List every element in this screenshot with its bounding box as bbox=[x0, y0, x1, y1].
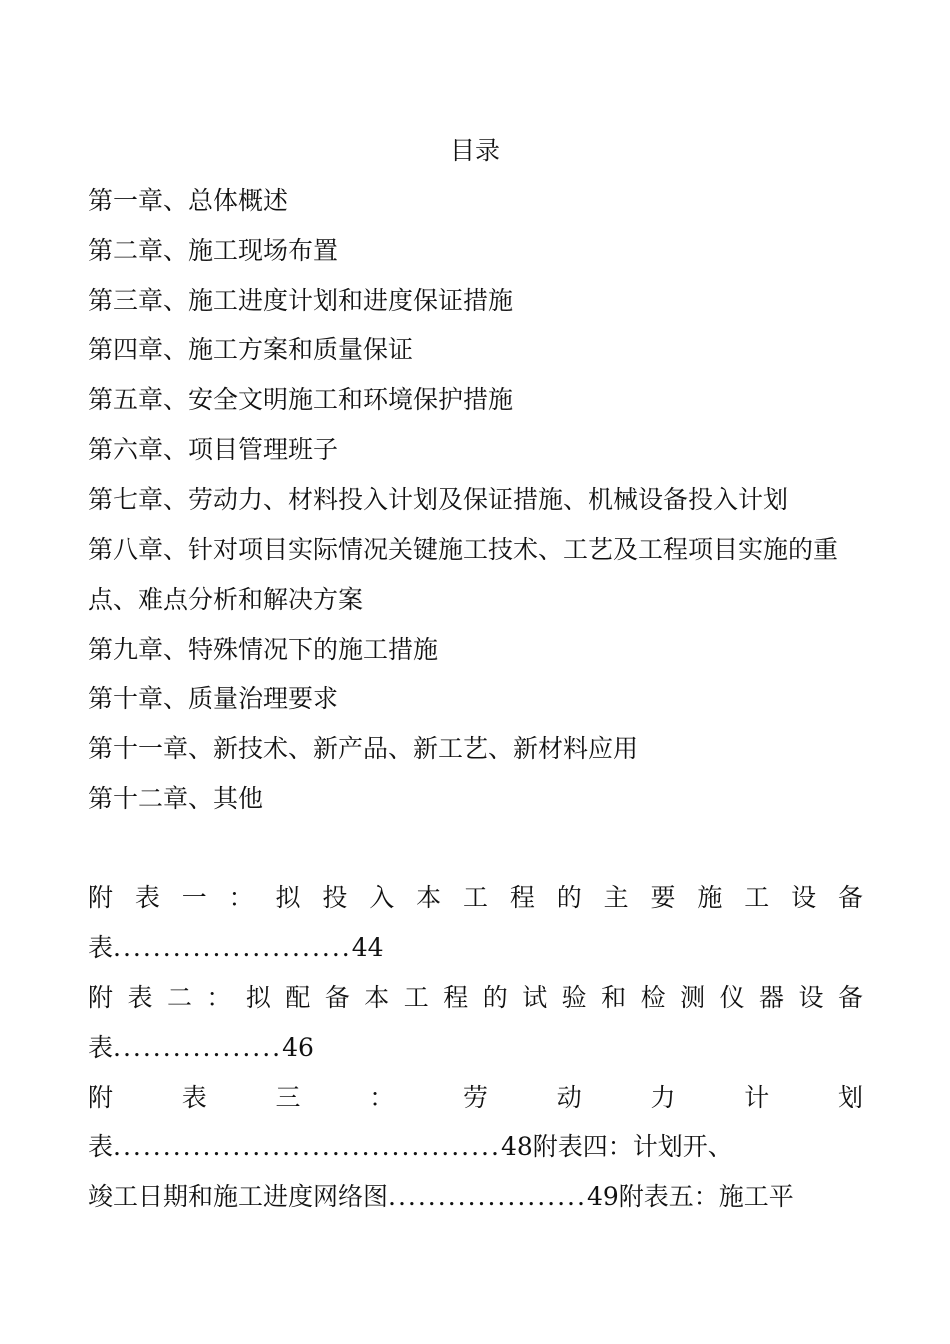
toc-chapter-12: 第十二章、其他 bbox=[88, 784, 264, 813]
toc-chapter-7: 第七章、劳动力、材料投入计划及保证措施、机械设备投入计划 bbox=[88, 485, 789, 514]
appendix-2-page: 46 bbox=[282, 1033, 314, 1062]
toc-chapter-9: 第九章、特殊情况下的施工措施 bbox=[88, 635, 439, 664]
appendix-1-leader-dots: ........................ bbox=[113, 933, 352, 962]
toc-chapter-4: 第四章、施工方案和质量保证 bbox=[88, 335, 414, 364]
appendix-2-suffix: 表 bbox=[88, 1033, 114, 1062]
appendix-3-leader-dots: ....................................... bbox=[113, 1132, 501, 1161]
toc-chapter-6: 第六章、项目管理班子 bbox=[88, 435, 339, 464]
appendix-1-page: 44 bbox=[351, 933, 384, 962]
toc-chapter-8-line2: 点、难点分析和解决方案 bbox=[88, 585, 364, 614]
toc-title: 目录 bbox=[449, 136, 500, 165]
appendix-2-line2 bbox=[88, 1030, 863, 1066]
appendix-3-line1: 附表三：劳动力计划 bbox=[88, 1083, 863, 1112]
toc-chapter-5: 第五章、安全文明施工和环境保护措施 bbox=[88, 385, 514, 414]
toc-chapter-2: 第二章、施工现场布置 bbox=[88, 236, 339, 265]
appendix-4-start: 附表四：计划开、 bbox=[532, 1132, 733, 1161]
appendix-1-line2 bbox=[88, 930, 863, 966]
toc-chapter-3: 第三章、施工进度计划和进度保证措施 bbox=[88, 286, 514, 315]
appendix-3-suffix: 表 bbox=[88, 1132, 114, 1161]
toc-chapter-10: 第十章、质量治理要求 bbox=[88, 684, 339, 713]
appendix-4-page: 49 bbox=[586, 1182, 619, 1211]
appendix-4-leader-dots: .................... bbox=[388, 1182, 587, 1211]
appendix-5-start: 附表五：施工平 bbox=[618, 1182, 794, 1211]
appendix-4-text: 竣工日期和施工进度网络图 bbox=[88, 1182, 389, 1211]
appendix-3-line2 bbox=[88, 1129, 863, 1165]
appendix-2-line1: 附表二：拟配备本工程的试验和检测仪器设备 bbox=[88, 983, 863, 1012]
appendix-1-suffix: 表 bbox=[88, 933, 114, 962]
appendix-4-line2 bbox=[88, 1179, 863, 1215]
appendix-3-page: 48 bbox=[500, 1132, 533, 1161]
appendix-1-line1: 附表一：拟投入本工程的主要施工设备 bbox=[88, 883, 863, 912]
toc-chapter-1: 第一章、总体概述 bbox=[88, 186, 289, 215]
toc-chapter-8-line1: 第八章、针对项目实际情况关键施工技术、工艺及工程项目实施的重 bbox=[88, 535, 839, 564]
toc-chapter-11: 第十一章、新技术、新产品、新工艺、新材料应用 bbox=[88, 734, 639, 763]
appendix-2-leader-dots: ................. bbox=[113, 1033, 283, 1062]
